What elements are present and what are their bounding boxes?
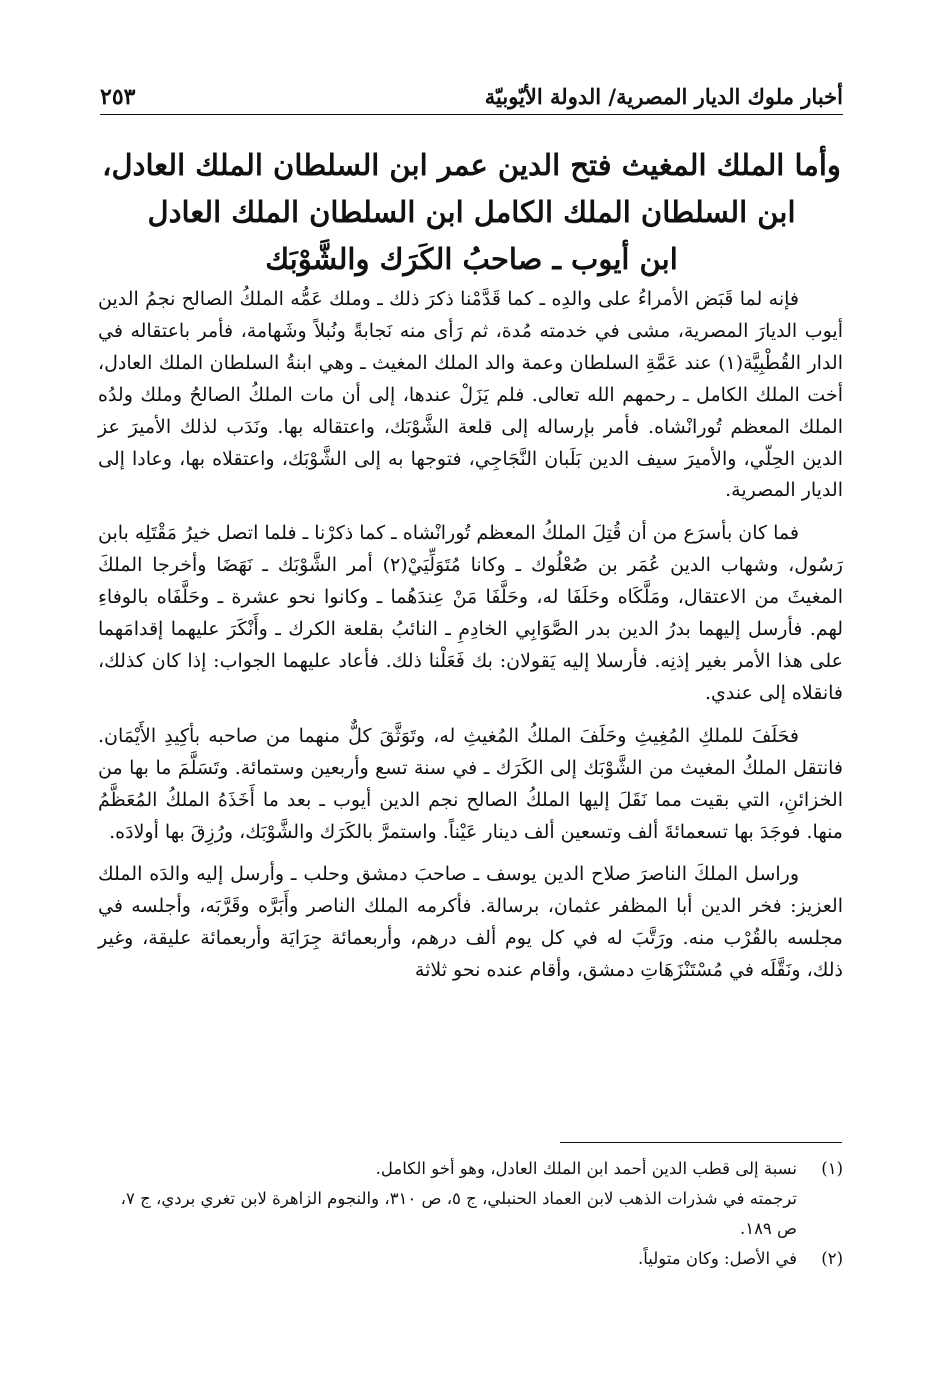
footnote-1-continuation: [98, 1184, 843, 1244]
footnote-1-text: نسبة إلى قطب الدين أحمد ابن الملك العادل، وهو أخو الكامل.: [375, 1159, 797, 1178]
footnote-1-number: (١): [821, 1159, 843, 1178]
heading-line-2: ابن السلطان الملك الكامل ابن السلطان الملك العادل: [147, 195, 796, 229]
paragraph-2: فما كان بأسرَع من أن قُتِلَ الملكُ المعظم تُورانْشاه ـ كما ذكرْنا ـ فلما اتصل خيرُ مَقْتَلِه بابن رَسُول، وشهاب الدين عُمَر بن صُعْلُوك ـ وكانا مُتَوَلِّيَيْ(٢) أمر الشَّوْبَك ـ نَهَضَا وأخرجا الملكَ المغيثَ من الاعتقال، ومَلَّكَاه وحَلَفَا له، وحَلَّفَا مَنْ عِندَهُما ـ وكانوا نحو عشرة ـ وحَلَّفَاه بالوفاءِ لهم. فأرسل إليهما بدرُ الدين بدر الصَّوَابِي الخادِمِ ـ النائبُ بقلعة الكرك ـ وأَنْكَرَ عليهما إقدامَهما على هذا الأمر بغير إذنِه. فأرسلا إليه يَقولان: بك فَعَلْنا ذلك. فأعاد عليهما الجواب: إذا كان كذلك، فانقلاه إلى عندي.: [98, 522, 843, 704]
heading-line-3: ابن أيوب ـ صاحبُ الكَرَك والشَّوْبَك: [265, 242, 678, 276]
paragraph-4: وراسل الملكَ الناصرَ صلاح الدين يوسف ـ صاحبَ دمشق وحلب ـ وأرسل إليه والدَه الملك العزيز: فخر الدين أبا المظفر عثمان، برسالة. فأكرمه الملك الناصر وأَبَرَّه وقَرَّبَه، وأجلسه في مجلسه بالقُرْب منه. ورَتَّبَ له في كل يوم ألف درهم، وأربعمائة جِرَايَة وأربعمائة عليقة، وغير ذلك، ونَقَّلَه في مُسْتَنْزَهَاتِ دمشق، وأقام عنده نحو ثلاثة: [98, 863, 843, 982]
footnote-2: [98, 1244, 843, 1274]
running-header: [100, 78, 843, 115]
paragraph-1: فإنه لما قَبَض الأمراءُ على والدِه ـ كما قَدَّمْنا ذكرَ ذلك ـ وملك عَمُّه الملكُ الصالح نجمُ الدين أيوب الديارَ المصرية، مشى في خدمته مُدة، ثم رَأى منه نَجابةً ونُبلاً وشَهامة، فأمر باعتقاله في الدار القُطْبِيَّة(١) عند عَمَّةِ السلطان وعمة والد الملك المغيث ـ وهي ابنةُ السلطان الملك العادل، أخت الملك الكامل ـ رحمهم الله تعالى. فلم يَزَلْ عندها، إلى أن مات الملكُ الصالحُ وملك ولدُه الملك المعظم تُورانْشاه. فأمر بإرساله إلى قلعة الشَّوْبَك، واعتقاله بها. ونَدَب لذلك الأميرَ عز الدين الحِلّي، والأميرَ سيف الدين بَلَبان النَّجَاجِي، فتوجها به إلى الشَّوْبَك، واعتقلاه بها، وعادا إلى الديار المصرية.: [98, 288, 843, 502]
heading-line-1: وأما الملك المغيث فتح الدين عمر ابن السلطان الملك العادل،: [102, 148, 841, 182]
footnote-1-reference: ترجمته في شذرات الذهب لابن العماد الحنبلي، ج ٥، ص ٣١٠، والنجوم الزاهرة لابن تغري بردي، ج ٧، ص ١٨٩.: [120, 1189, 797, 1238]
footnote-separator: [560, 1142, 842, 1143]
paragraph-3: فحَلَفَ للملكِ المُغِيثِ وحَلَفَ الملكُ المُغيثِ له، وتَوَثَّقَ كلٌّ منهما من صاحبه بأكِيدِ الأَيْمَان. فانتقل الملكُ المغيث من الشَّوْبَك إلى الكَرَك ـ في سنة تسع وأربعين وستمائة. وتَسَلَّمَ ما بها من الخزائنِ، التي بقيت مما نَقَلَ إليها الملكُ الصالح نجم الدين أيوب ـ بعد ما أَخَذَهُ الملكُ المُعَظَّمُ منها. فوجَدَ بها تسعمائةَ ألف وتسعين ألف دينار عَيْناً. واستمرَّ بالكَرَك والشَّوْبَك، ورُزِقَ بها أولادَه.: [98, 724, 843, 843]
section-heading: [96, 142, 847, 283]
page-number: ٢٥٣: [100, 84, 136, 110]
running-title: أخبار ملوك الديار المصرية/ الدولة الأيّوبيّة: [484, 84, 843, 109]
body-text: [98, 284, 843, 998]
footnotes: [98, 1154, 843, 1274]
footnote-1: [98, 1154, 843, 1184]
footnote-2-text: في الأصل: وكان متولياً.: [637, 1249, 797, 1268]
footnote-2-number: (٢): [821, 1249, 843, 1268]
